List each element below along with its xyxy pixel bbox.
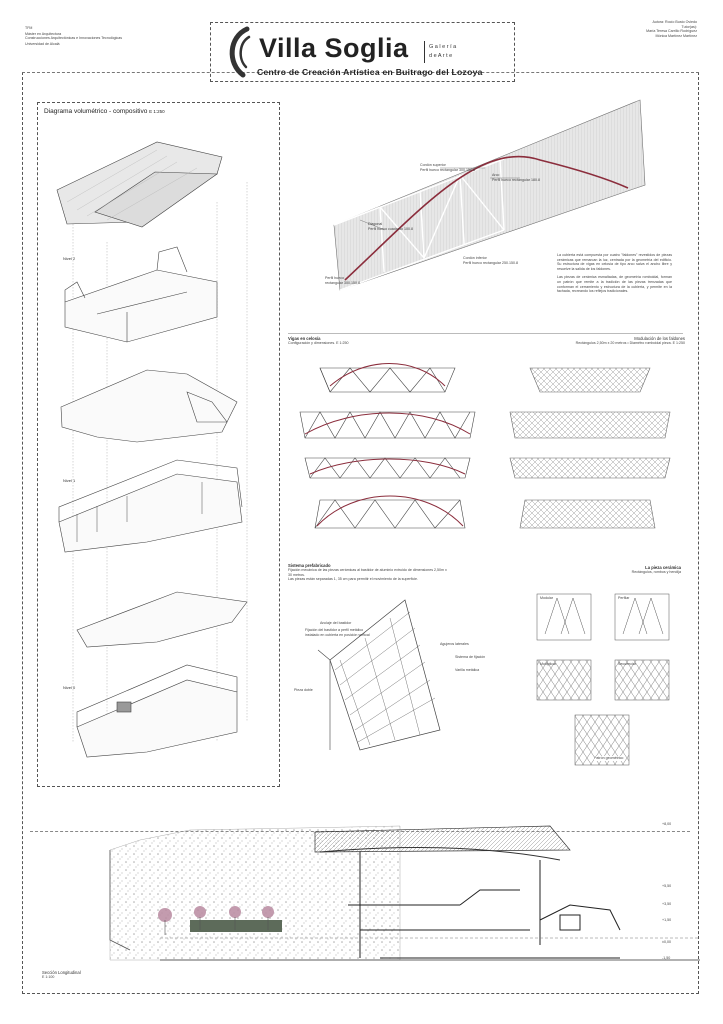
page-subtitle: Centro de Creación Artística en Buitrago del Lozoya (257, 67, 483, 77)
prefab-text: Las piezas están separadas 1, 35 cm para permitir el movimiento de la superficie. (288, 577, 419, 582)
longitudinal-section (100, 820, 700, 970)
header-left-line: Construcciones Arquitectónicas e Innovaciones Tecnológicas (25, 36, 123, 41)
ceramic-cell-label: Multiplicar (540, 662, 557, 666)
title-side-line: G a l e r í a (429, 44, 457, 50)
volumetric-scale: E 1:250 (149, 109, 165, 114)
prefab-header (288, 563, 448, 582)
divider-line (288, 333, 683, 334)
roof-label: Cordón inferior Perfil hueco rectangular 250.150.8 (463, 256, 518, 265)
trusses-title: Vigas en celosía (288, 336, 321, 341)
trusses-drawing (295, 360, 485, 540)
section-scale: E 1:100 (42, 975, 55, 979)
roof-label: Diagonal Perfil hueco cuadrado 100.8 (368, 222, 413, 231)
ceramic-cell-label: Perfilar (618, 596, 630, 600)
trusses-subtitle: Configuración y dimensiones. E 1:250 (288, 341, 349, 345)
prefab-label: Agujeros laterales (440, 642, 469, 646)
title-box (210, 22, 515, 82)
title-side-line: d e A r t e (429, 53, 453, 59)
header-left-line: TFM (25, 26, 33, 30)
roof-label: Arco Perfil hueco rectangular 180.8 (492, 173, 540, 182)
prefab-title: Sistema prefabricado (288, 563, 331, 568)
roof-description-paragraph: Las piezas de cerámica esmaltadas, de geometría romboidal, forman un patrón que remite a la tradición de las piezas trenzadas que conforman el cerramiento y estructura de la cubierta, y permite en la fachada, recreando los reflejos tradicionales. (557, 275, 672, 294)
prefab-label: Varilla metálica (455, 668, 480, 672)
ceramic-cell-label: Patrón geométrico (594, 756, 624, 760)
trusses-header (288, 336, 349, 346)
level-label: Nivel 0 (63, 685, 76, 690)
app-title: Villa Soglia (259, 33, 409, 63)
modulation-subtitle: Rectángulos 2,50m x 20 metros • Diamétro romboidal pieza. E 1:250 (575, 341, 685, 345)
header-right-line: Autora: Rocío Busto Oviedo (652, 20, 697, 24)
ceramic-header (632, 565, 681, 575)
header-left-line: Universidad de Alcalá (25, 41, 60, 46)
ceramic-cell-label: Modular (540, 596, 553, 600)
prefab-text: Fijación mecánica de las piezas cerámicas al bastidor de aluminio extruido de dimensiones 2,50m x 30 metros. (288, 568, 447, 577)
section-level: ±0,00 (662, 940, 671, 944)
section-level: +1,50 (662, 918, 672, 922)
roof-label: Perfil hueco rectangular 300.150.8 (325, 276, 360, 285)
level-label: Nivel 1 (63, 478, 76, 483)
ceramic-grid (535, 590, 685, 770)
header-right-line: Mónica Martínez Martínez (655, 33, 697, 38)
prefab-label: Anclaje del bastidor (320, 621, 352, 625)
ceramic-cell-label: Secuenciar (618, 662, 636, 666)
header-right-line: Tutor(as): (681, 24, 697, 29)
ceramic-subtitle: Rectángulos, rombos y hendija (631, 570, 681, 574)
modulation-header (576, 336, 685, 346)
modulation-drawing (505, 360, 675, 540)
title-side-text (429, 43, 456, 61)
level-label: Nivel 2 (63, 256, 76, 261)
section-level: +3,50 (662, 902, 672, 906)
volumetric-title-text: Diagrama volumétrico - compositivo (44, 108, 148, 115)
ceramic-title: La pieza cerámica (645, 565, 681, 570)
section-caption (42, 970, 81, 980)
title-divider (424, 41, 425, 63)
header-right-line: María Teresa Carrillo Rodríguez (646, 29, 697, 34)
modulation-title: Modulación de los faldones (634, 336, 685, 341)
section-level: +5,50 (662, 884, 672, 888)
section-level: +8,00 (662, 822, 672, 826)
roof-label: Cordón superior Perfil hueco rectangular 300.150.8 (420, 163, 475, 172)
roof-description-paragraph: La cubierta está compuesta por cuatro "faldones" revestidos de piezas cerámicas que remarcan la luz, centrada por la geometría del edificio. Su estructura de vigas en celosía de tipo arco salva el ancho libre y resuelve la salida de los faldones. (557, 253, 672, 271)
logo-mark-icon (219, 23, 259, 79)
section-title: Sección Longitudinal (42, 970, 81, 975)
roof-description (557, 253, 672, 294)
prefab-label: Pieza doble (294, 688, 313, 692)
header-left-line: Máster en Arquitectura (25, 31, 62, 36)
header-right (577, 20, 697, 38)
volumetric-drawings (37, 102, 278, 785)
prefab-drawing (310, 590, 460, 760)
section-level: -1,50 (662, 956, 671, 960)
prefab-label: Fijación del bastidor a perfil metálico instalado en cubierta en posición vertical (305, 628, 370, 637)
prefab-label: Sistema de fijación (455, 655, 486, 659)
header-left (25, 26, 165, 46)
